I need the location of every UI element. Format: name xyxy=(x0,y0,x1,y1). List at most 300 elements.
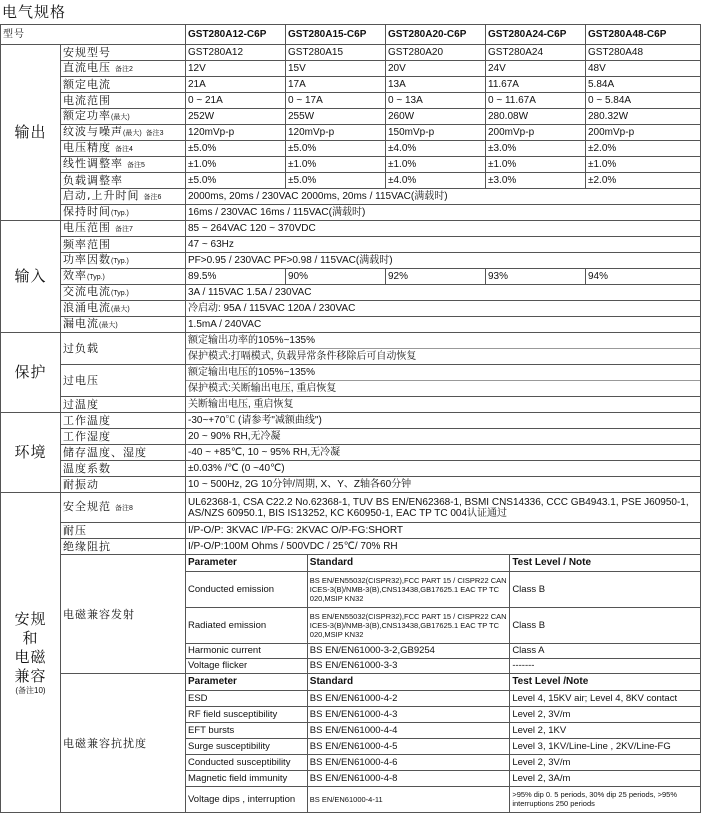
withstand-label: 耐压 xyxy=(63,523,87,537)
value: 200mVp-p xyxy=(488,127,535,138)
value: ±1.0% xyxy=(288,159,317,170)
header-text: Test Level / Note xyxy=(512,557,592,569)
value-line1: 额定输出电压的105%~135% xyxy=(188,367,315,378)
param: Voltage flicker xyxy=(188,660,248,672)
value: 200mVp-p xyxy=(588,127,635,138)
inrush-label: 浪涌电流 xyxy=(63,301,111,314)
row-value xyxy=(586,93,701,109)
value: 92% xyxy=(388,271,409,282)
leakage-label: 漏电流 xyxy=(63,317,99,330)
standard: BS EN/EN61000-4-8 xyxy=(309,772,398,784)
row-value xyxy=(486,77,586,93)
value: ±5.0% xyxy=(188,143,217,154)
level: Level 3, 1KV/Line-Line , 2KV/Line-FG xyxy=(512,740,671,752)
row-label xyxy=(61,445,186,461)
level: Level 2, 3V/m xyxy=(512,756,571,768)
row-value xyxy=(586,157,701,173)
row-value xyxy=(186,61,286,77)
emc-param xyxy=(186,786,307,812)
row-value xyxy=(586,269,701,285)
row-value xyxy=(186,237,701,253)
row-value xyxy=(386,61,486,77)
overload-label: 过负载 xyxy=(63,341,99,355)
spec-row xyxy=(1,205,701,221)
value: ±2.0% xyxy=(588,175,617,186)
param: ESD xyxy=(188,692,208,704)
param: Magnetic field immunity xyxy=(188,772,288,784)
value: -30~+70℃ (请参考"减额曲线") xyxy=(188,415,322,426)
section-name: 安规 xyxy=(14,609,47,628)
emission-label: 电磁兼容发射 xyxy=(63,607,135,621)
row-value xyxy=(286,269,386,285)
value: GST280A48 xyxy=(588,47,644,58)
value: 15V xyxy=(288,63,306,74)
dc_voltage-note: 备注2 xyxy=(115,66,133,73)
param: Surge susceptibility xyxy=(188,740,270,752)
row-value xyxy=(486,141,586,157)
standard: BS EN/EN61000-4-5 xyxy=(309,740,398,752)
level: Level 4, 15KV air; Level 4, 8KV contact xyxy=(512,692,678,704)
row-label xyxy=(61,493,186,523)
work_temp-label: 工作温度 xyxy=(63,413,111,427)
value: -40 ~ +85℃, 10 ~ 95% RH,无冷凝 xyxy=(188,447,341,458)
power_factor-sub: (Typ.) xyxy=(111,258,129,265)
row-label xyxy=(61,253,186,269)
model-name xyxy=(586,25,701,45)
row-value xyxy=(286,77,386,93)
value: 0 ~ 13A xyxy=(388,95,423,106)
row-value xyxy=(186,301,701,317)
emc-param xyxy=(186,706,307,722)
value: 24V xyxy=(488,63,506,74)
row-value xyxy=(286,125,386,141)
value: 16ms / 230VAC 16ms / 115VAC(满载时) xyxy=(188,207,366,218)
emc-header xyxy=(307,674,510,690)
spec-row xyxy=(1,317,701,333)
line_regulation-note: 备注5 xyxy=(127,162,145,169)
emc-label xyxy=(61,555,186,674)
section-label xyxy=(1,45,61,221)
level: Class B xyxy=(512,619,546,631)
rated_power-label: 额定功率 xyxy=(63,109,111,122)
value: I/P-O/P:100M Ohms / 500VDC / 25℃/ 70% RH xyxy=(188,541,398,552)
startup-label: 启动,上升时间 xyxy=(63,189,140,202)
row-label xyxy=(61,141,186,157)
emc-standard xyxy=(307,770,510,786)
row-label xyxy=(61,189,186,205)
value: ±5.0% xyxy=(288,175,317,186)
row-label xyxy=(61,221,186,237)
spec-row xyxy=(1,539,701,555)
spec-row xyxy=(1,77,701,93)
spec-row xyxy=(1,523,701,539)
row-label xyxy=(61,365,186,397)
row-value xyxy=(286,173,386,189)
row-value xyxy=(186,317,701,333)
param: Conducted susceptibility xyxy=(188,756,291,768)
value: ±1.0% xyxy=(388,159,417,170)
spec-row xyxy=(1,237,701,253)
ripple-label: 纹波与噪声 xyxy=(63,125,123,138)
value: 255W xyxy=(288,111,315,122)
ac_current-sub: (Typ.) xyxy=(111,290,129,297)
model-name xyxy=(486,25,586,45)
value: GST280A24 xyxy=(488,47,544,58)
section-name: 兼容 xyxy=(14,666,47,685)
standard: BS EN/EN61000-3-2,GB9254 xyxy=(309,645,435,656)
value: 13A xyxy=(388,79,406,90)
rated_power-sub: (最大) xyxy=(111,114,130,121)
row-value xyxy=(386,45,486,61)
section-name: 输入 xyxy=(14,267,47,285)
spec-row xyxy=(1,461,701,477)
spec-row xyxy=(1,413,701,429)
emc-data-row xyxy=(186,786,700,812)
isolation-label: 绝缘阻抗 xyxy=(63,539,111,553)
emc-standard xyxy=(307,607,510,643)
row-value xyxy=(286,61,386,77)
value: ±1.0% xyxy=(588,159,617,170)
value: ±0.03% /℃ (0 ~40℃) xyxy=(188,463,285,474)
voltage_range-note: 备注7 xyxy=(115,226,133,233)
row-label xyxy=(61,413,186,429)
emc-data-row xyxy=(186,690,700,706)
emc-data-row xyxy=(186,571,700,607)
emc-param xyxy=(186,738,307,754)
spec-row xyxy=(1,301,701,317)
row-value xyxy=(486,61,586,77)
emc-standard xyxy=(307,690,510,706)
row-value xyxy=(186,429,701,445)
value: ±3.0% xyxy=(488,175,517,186)
param: Radiated emission xyxy=(188,619,267,631)
emc-header xyxy=(186,674,307,690)
row-value xyxy=(386,141,486,157)
row-value xyxy=(186,365,701,397)
emc-level xyxy=(510,658,700,673)
row-value xyxy=(286,157,386,173)
page-title: 电气规格 xyxy=(2,3,67,21)
row-label xyxy=(61,237,186,253)
header-text: Parameter xyxy=(188,676,237,688)
value: 47 ~ 63Hz xyxy=(188,239,234,250)
section-label xyxy=(1,493,61,813)
row-value xyxy=(486,45,586,61)
standard: BS EN/EN61000-4-2 xyxy=(309,692,398,704)
row-value xyxy=(386,269,486,285)
value: 20V xyxy=(388,63,406,74)
row-value xyxy=(386,125,486,141)
emc-label xyxy=(61,674,186,813)
value: UL62368-1, CSA C22.2 No.62368-1, TUV BS EN/EN62368-1, BSMI CNS14336, CCC GB4943.1, PSE J60950-1, AS/NZS 60950.1, BIS IS13252, KC K60950-1, EAC TP TC 004认证通过 xyxy=(188,496,689,519)
emc-standard xyxy=(307,738,510,754)
row-label xyxy=(61,333,186,365)
emc-data-row xyxy=(186,754,700,770)
value: 2000ms, 20ms / 230VAC 2000ms, 20ms / 115VAC(满载时) xyxy=(188,191,448,202)
value: 17A xyxy=(288,79,306,90)
row-value xyxy=(186,413,701,429)
startup-note: 备注6 xyxy=(143,194,162,201)
row-label xyxy=(61,477,186,493)
value-line2: 保护模式:打嗝模式, 负载异常条件移除后可自动恢复 xyxy=(188,351,417,362)
level: Level 2, 3A/m xyxy=(512,772,571,784)
emc-table-cell xyxy=(186,555,701,674)
emc-header xyxy=(510,674,700,690)
emc-param xyxy=(186,690,307,706)
row-value xyxy=(386,93,486,109)
spec-row xyxy=(1,285,701,301)
row-value xyxy=(186,539,701,555)
emc-header xyxy=(510,555,700,571)
emc-standard xyxy=(307,643,510,658)
spec-table xyxy=(0,24,701,813)
emc-table-cell xyxy=(186,674,701,813)
value: 11.67A xyxy=(488,79,519,90)
emc-data-row xyxy=(186,643,700,658)
value-line1: 额定输出功率的105%~135% xyxy=(188,335,315,346)
section-note: (备注10) xyxy=(15,685,46,695)
emc-row xyxy=(1,555,701,674)
value: ±5.0% xyxy=(188,175,217,186)
value: 冷启动: 95A / 115VAC 120A / 230VAC xyxy=(188,303,356,314)
section-name: 保护 xyxy=(14,363,47,381)
row-value xyxy=(186,269,286,285)
row-value xyxy=(186,285,701,301)
row-value xyxy=(286,141,386,157)
value: 85 ~ 264VAC 120 ~ 370VDC xyxy=(188,223,316,234)
value: 关断输出电压, 重启恢复 xyxy=(188,399,294,410)
row-value xyxy=(186,253,701,269)
emc-header xyxy=(307,555,510,571)
value: 0 ~ 17A xyxy=(288,95,323,106)
spec-row xyxy=(1,173,701,189)
load_regulation-label: 负载调整率 xyxy=(63,173,123,187)
value: ±4.0% xyxy=(388,143,417,154)
value: ±4.0% xyxy=(388,175,417,186)
emc-level xyxy=(510,754,700,770)
voltage_accuracy-label: 电压精度 xyxy=(63,141,111,154)
level: Level 2, 3V/m xyxy=(512,708,571,720)
model-name-text: GST280A48-C6P xyxy=(588,29,667,40)
emc-param xyxy=(186,571,307,607)
temp_coeff-label: 温度系数 xyxy=(63,461,111,475)
row-label xyxy=(61,269,186,285)
value: 120mVp-p xyxy=(288,127,335,138)
row-label xyxy=(61,429,186,445)
spec-row xyxy=(1,269,701,285)
section-label xyxy=(1,221,61,333)
row-label xyxy=(61,61,186,77)
value: GST280A20 xyxy=(388,47,444,58)
spec-row xyxy=(1,365,701,397)
emc-standard xyxy=(307,706,510,722)
leakage-sub: (最大) xyxy=(99,322,118,329)
value: 89.5% xyxy=(188,271,217,282)
inrush-sub: (最大) xyxy=(111,306,130,313)
value: 3A / 115VAC 1.5A / 230VAC xyxy=(188,287,312,298)
model-name-text: GST280A15-C6P xyxy=(288,29,367,40)
row-label xyxy=(61,173,186,189)
emc-level xyxy=(510,722,700,738)
row-value xyxy=(386,173,486,189)
section-label xyxy=(1,333,61,413)
row-label xyxy=(61,205,186,221)
ripple-note: 备注3 xyxy=(145,130,164,137)
section-name: 电磁 xyxy=(14,647,47,666)
rated_current-label: 额定电流 xyxy=(63,77,111,91)
row-label xyxy=(61,109,186,125)
row-label xyxy=(61,125,186,141)
voltage_range-label: 电压范围 xyxy=(63,221,111,234)
row-value xyxy=(186,333,701,365)
emc-data-row xyxy=(186,658,700,673)
row-label xyxy=(61,539,186,555)
value: 12V xyxy=(188,63,206,74)
emc-row xyxy=(1,674,701,813)
emc-data-row xyxy=(186,607,700,643)
dc_voltage-label: 直流电压 xyxy=(63,61,111,74)
row-value xyxy=(186,445,701,461)
value: ±3.0% xyxy=(488,143,517,154)
power_factor-label: 功率因数 xyxy=(63,253,111,266)
model-name xyxy=(286,25,386,45)
spec-row xyxy=(1,189,701,205)
work_humidity-label: 工作湿度 xyxy=(63,429,111,443)
section-name: 环境 xyxy=(14,443,47,461)
emc-header xyxy=(186,555,307,571)
param: Conducted emission xyxy=(188,583,275,595)
row-label xyxy=(61,157,186,173)
standard: BS EN/EN61000-4-4 xyxy=(309,724,398,736)
emc-data-row xyxy=(186,738,700,754)
row-value xyxy=(586,125,701,141)
value: 20 ~ 90% RH,无冷凝 xyxy=(188,431,281,442)
emc-level xyxy=(510,770,700,786)
value: 252W xyxy=(188,111,215,122)
line_regulation-label: 线性调整率 xyxy=(63,157,123,170)
row-value xyxy=(586,45,701,61)
model-name xyxy=(186,25,286,45)
emc-standard xyxy=(307,786,510,812)
row-value xyxy=(186,397,701,413)
row-value xyxy=(186,221,701,237)
row-label xyxy=(61,461,186,477)
row-value xyxy=(186,461,701,477)
header-text: Standard xyxy=(309,676,354,688)
standard: BS EN/EN61000-3-3 xyxy=(309,660,398,672)
emc-header-row xyxy=(186,674,700,690)
level: Class B xyxy=(512,583,546,595)
hold_up-label: 保持时间 xyxy=(63,205,111,218)
param: Harmonic current xyxy=(188,645,261,656)
row-value xyxy=(586,173,701,189)
row-label xyxy=(61,93,186,109)
row-value xyxy=(586,77,701,93)
row-value xyxy=(186,93,286,109)
spec-row xyxy=(1,45,701,61)
model-name-text: GST280A20-C6P xyxy=(388,29,467,40)
row-value xyxy=(586,109,701,125)
spec-row xyxy=(1,93,701,109)
value: 280.08W xyxy=(488,111,529,122)
value: 90% xyxy=(288,271,309,282)
param: EFT bursts xyxy=(188,724,235,736)
standards-label: 安全规范 xyxy=(63,500,111,513)
value: 94% xyxy=(588,271,609,282)
emc-param xyxy=(186,658,307,673)
row-value xyxy=(186,157,286,173)
header-text: Test Level /Note xyxy=(512,676,589,688)
emc-standard xyxy=(307,722,510,738)
row-value xyxy=(186,477,701,493)
value: GST280A12 xyxy=(188,47,244,58)
emc-param xyxy=(186,754,307,770)
spec-row xyxy=(1,109,701,125)
emc-param xyxy=(186,722,307,738)
model-name-text: GST280A24-C6P xyxy=(488,29,567,40)
model-name xyxy=(386,25,486,45)
frequency-label: 频率范围 xyxy=(63,237,111,251)
value: 260W xyxy=(388,111,415,122)
row-value xyxy=(486,125,586,141)
standard: BS EN/EN55032(CISPR32),FCC PART 15 / CISPR22 CAN ICES-3(B)/NMB-3(B),CNS13438,GB17625.1 EAC TP TC 020,MSIP KN32 xyxy=(309,611,507,639)
emc-data-row xyxy=(186,706,700,722)
row-value xyxy=(186,109,286,125)
standard: BS EN/EN61000-4-6 xyxy=(309,756,398,768)
row-value xyxy=(286,93,386,109)
spec-row xyxy=(1,397,701,413)
standard: BS EN/EN61000-4-3 xyxy=(309,708,398,720)
emission-table xyxy=(186,555,700,673)
spec-row xyxy=(1,221,701,237)
level: >95% dip 0. 5 periods, 30% dip 25 periods, >95% interruptions 250 periods xyxy=(512,790,678,809)
section-name: 输出 xyxy=(14,123,47,141)
model-label xyxy=(1,25,186,45)
row-value xyxy=(486,173,586,189)
row-value xyxy=(486,93,586,109)
model-header-row xyxy=(1,25,701,45)
section-name: 和 xyxy=(22,628,39,647)
row-value xyxy=(186,205,701,221)
ac_current-label: 交流电流 xyxy=(63,285,111,298)
level: Level 2, 1KV xyxy=(512,724,567,736)
value: GST280A15 xyxy=(288,47,344,58)
spec-row xyxy=(1,253,701,269)
overtemp-label: 过温度 xyxy=(63,397,99,411)
value: 120mVp-p xyxy=(188,127,235,138)
overvoltage-label: 过电压 xyxy=(63,373,99,387)
value: 280.32W xyxy=(588,111,629,122)
vibration-label: 耐振动 xyxy=(63,477,99,491)
spec-row xyxy=(1,477,701,493)
value: I/P-O/P: 3KVAC I/P-FG: 2KVAC O/P-FG:SHORT xyxy=(188,525,404,536)
spec-row xyxy=(1,125,701,141)
value: ±5.0% xyxy=(288,143,317,154)
row-label xyxy=(61,77,186,93)
emc-standard xyxy=(307,571,510,607)
param: Voltage dips , interruption xyxy=(188,793,296,805)
header-text: Parameter xyxy=(188,557,237,569)
emc-level xyxy=(510,643,700,658)
efficiency-label: 效率 xyxy=(63,269,87,282)
emc-param xyxy=(186,770,307,786)
value: 0 ~ 11.67A xyxy=(488,95,536,106)
row-value xyxy=(186,141,286,157)
level: ------- xyxy=(512,660,535,672)
value: 21A xyxy=(188,79,206,90)
value: 5.84A xyxy=(588,79,615,90)
row-label xyxy=(61,317,186,333)
